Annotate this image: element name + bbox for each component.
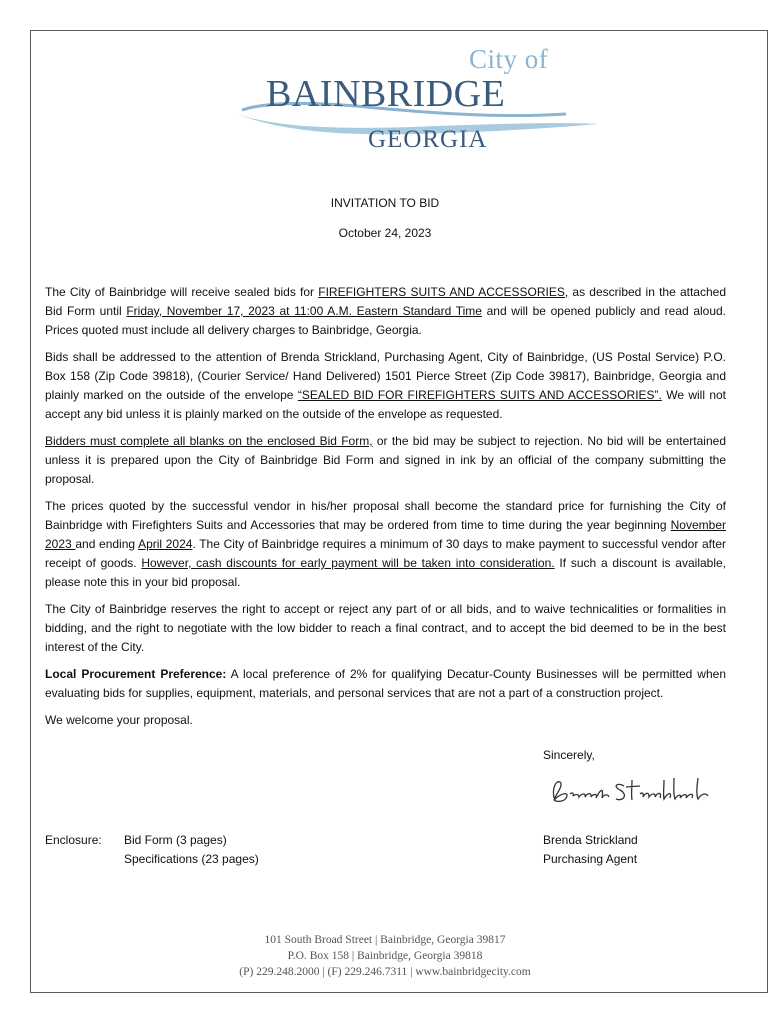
footer-contact: (P) 229.248.2000 | (F) 229.246.7311 | www.bainbridgecity.com [239,966,531,978]
paragraph-bid-form: Bidders must complete all blanks on the enclosed Bid Form, or the bid may be subject to rejection. No bid will be entertained unless it is prepared upon the City of Bainbridge Bid Form and signed in ink by an official of the company submitting the proposal. [45,434,726,486]
letter-title: INVITATION TO BID [330,196,440,210]
signer-name: Brenda Strickland [543,833,638,847]
closing: Sincerely, [543,748,595,762]
paragraph-welcome: We welcome your proposal. [45,713,193,727]
city-logo [236,44,601,156]
envelope-marking: “SEALED BID FOR FIREFIGHTERS SUITS AND ACCESSORIES”. [297,388,662,402]
enclosure-label: Enclosure: [45,833,102,847]
bid-item-name: FIREFIGHTERS SUITS AND ACCESSORIES, [318,285,569,299]
signer-block [543,831,638,869]
letter-body [45,283,726,738]
logo-name-text: BAINBRIDGE [266,73,506,115]
footer-street-address: 101 South Broad Street | Bainbridge, Georgia 39817 [264,934,506,946]
paragraph-rights: The City of Bainbridge reserves the right to accept or reject any part of or all bids, and to waive technicalities or formalities in bidding, and the right to negotiate with the low bidder to reach a final contract, and to accept the bid deemed to be in the best interest of the City. [45,602,726,654]
signer-title: Purchasing Agent [543,852,638,866]
logo-state-text: GEORGIA [368,126,488,153]
bid-deadline: Friday, November 17, 2023 at 11:00 A.M. Eastern Standard Time [126,304,482,318]
letter-date: October 24, 2023 [338,226,432,240]
enclosure-item: Bid Form (3 pages) [124,833,227,847]
paragraph-bid-intro: The City of Bainbridge will receive sealed bids for FIREFIGHTERS SUITS AND ACCESSORIES, as described in the attached Bid Form until Friday, November 17, 2023 at 11:00 A.M. Eastern Standard Time and will be opened publicly and read aloud. Prices quoted must include all delivery charges to Bainbridge, Georgia. [45,285,727,337]
enclosure-item: Specifications (23 pages) [124,852,259,866]
paragraph-local-preference: Local Procurement Preference: A local preference of 2% for qualifying Decatur-County Businesses will be permitted when evaluating bids for supplies, equipment, materials, and personal services that are not a part of a construction project. [45,667,726,700]
footer-po-box: P.O. Box 158 | Bainbridge, Georgia 39818 [287,950,483,962]
logo-city-text: City of [469,44,549,74]
signature-icon [546,772,716,812]
enclosure-list [124,831,259,869]
paragraph-pricing: The prices quoted by the successful vendor in his/her proposal shall become the standard price for furnishing the City of Bainbridge with Firefighters Suits and Accessories that may be ordered from time to time during the year beginning November 2023 and ending April 2024. The City of Bainbridge requires a minimum of 30 days to make payment to successful vendor after receipt of goods. However, cash discounts for early payment will be taken into consideration. If such a discount is available, please note this in your bid proposal. [45,499,727,589]
footer [0,932,770,980]
paragraph-addressing: Bids shall be addressed to the attention of Brenda Strickland, Purchasing Agent, City of Bainbridge, (US Postal Service) P.O. Box 158 (Zip Code 39818), (Courier Service/ Hand Delivered) 1501 Pierce Street (Zip Code 39817), Bainbridge, Georgia and plainly marked on the outside of the envelope “SEALED BID FOR FIREFIGHTERS SUITS AND ACCESSORIES”. We will not accept any bid unless it is plainly marked on the outside of the envelope as requested. [45,350,727,421]
